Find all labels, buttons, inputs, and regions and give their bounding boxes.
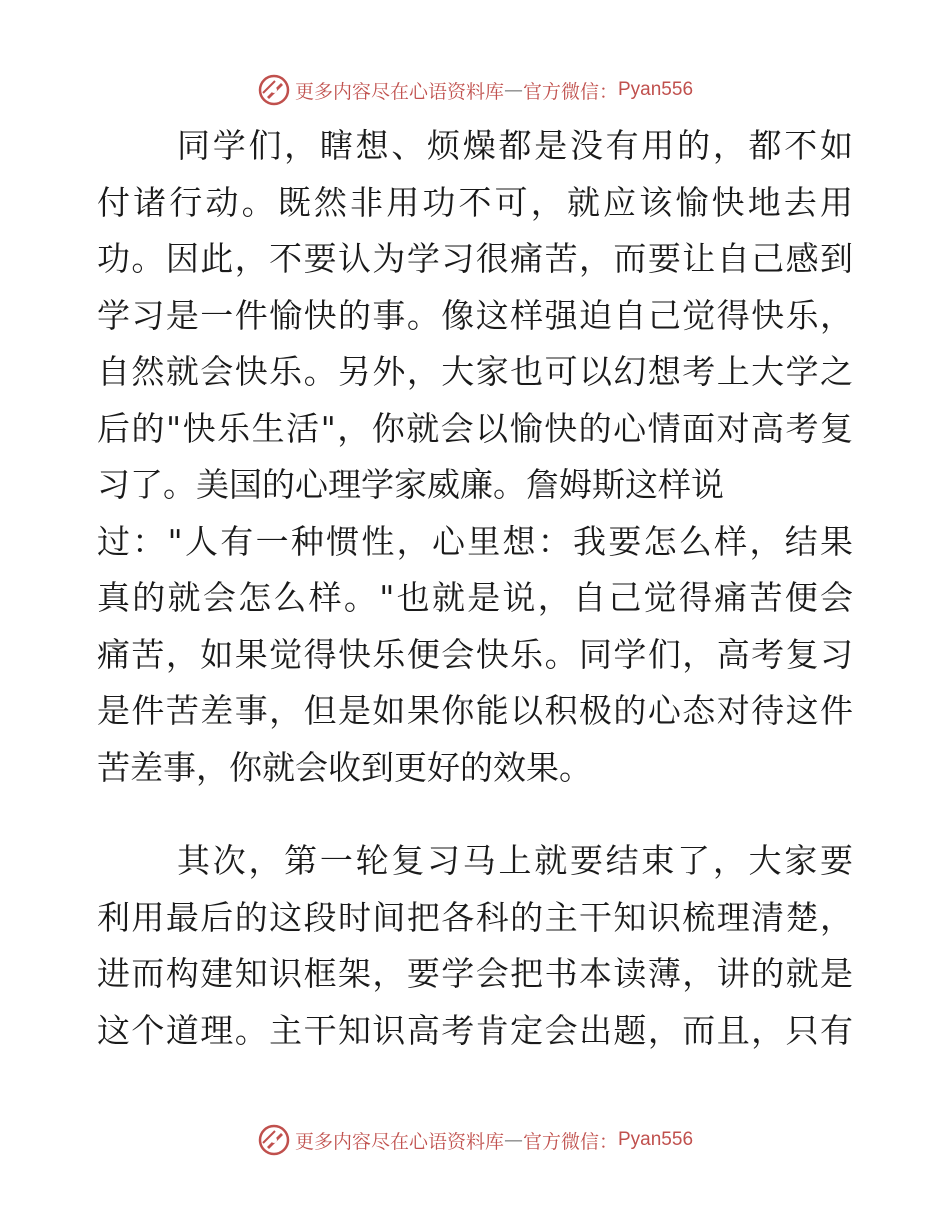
watermark-site-text: 更多内容尽在心语资料库	[294, 80, 504, 103]
watermark-wechat-label: 官方微信：	[522, 80, 618, 103]
text-line: 痛苦，如果觉得快乐便会快乐。同学们，高考复习	[97, 634, 853, 674]
paragraph-2	[97, 833, 853, 1059]
watermark-wechat-id: Pyan556	[618, 1129, 694, 1150]
text-line: 这个道理。主干知识高考肯定会出题，而且，只有	[97, 1010, 853, 1050]
text-line: 习了。美国的心理学家威廉。詹姆斯这样说	[97, 465, 724, 504]
pen-nib-logo-icon	[257, 73, 291, 107]
pen-nib-logo-icon	[257, 1123, 291, 1157]
text-line: 功。因此，不要认为学习很痛苦，而要让自己感到	[97, 239, 853, 278]
text-line: 自然就会快乐。另外，大家也可以幻想考上大学之	[97, 352, 853, 391]
watermark-dash: —	[503, 79, 523, 101]
watermark-site-text: 更多内容尽在心语资料库	[294, 1130, 504, 1153]
watermark-dash: —	[503, 1129, 523, 1151]
watermark-footer	[0, 1120, 950, 1160]
text-line: 进而构建知识框架，要学会把书本读薄，讲的就是	[97, 954, 853, 993]
text-line: 同学们，瞎想、烦燥都是没有用的，都不如	[177, 126, 853, 165]
text-line: 是件苦差事，但是如果你能以积极的心态对待这件	[97, 691, 853, 730]
text-line: 真的就会怎么样。"也就是说，自己觉得痛苦便会	[97, 578, 853, 617]
watermark-header	[0, 70, 950, 110]
text-line: 学习是一件愉快的事。像这样强迫自己觉得快乐，	[97, 295, 853, 335]
text-line: 其次，第一轮复习马上就要结束了，大家要	[177, 841, 853, 880]
watermark-wechat-label: 官方微信：	[522, 1130, 618, 1153]
text-line: 后的"快乐生活"，你就会以愉快的心情面对高考复	[97, 408, 853, 448]
text-line: 过："人有一种惯性，心里想：我要怎么样，结果	[97, 521, 853, 561]
text-line: 苦差事，你就会收到更好的效果。	[97, 747, 592, 787]
text-line: 付诸行动。既然非用功不可，就应该愉快地去用	[97, 182, 853, 222]
watermark-wechat-id: Pyan556	[618, 79, 694, 100]
paragraph-1	[97, 118, 853, 796]
text-line: 利用最后的这段时间把各科的主干知识梳理清楚，	[97, 897, 853, 937]
